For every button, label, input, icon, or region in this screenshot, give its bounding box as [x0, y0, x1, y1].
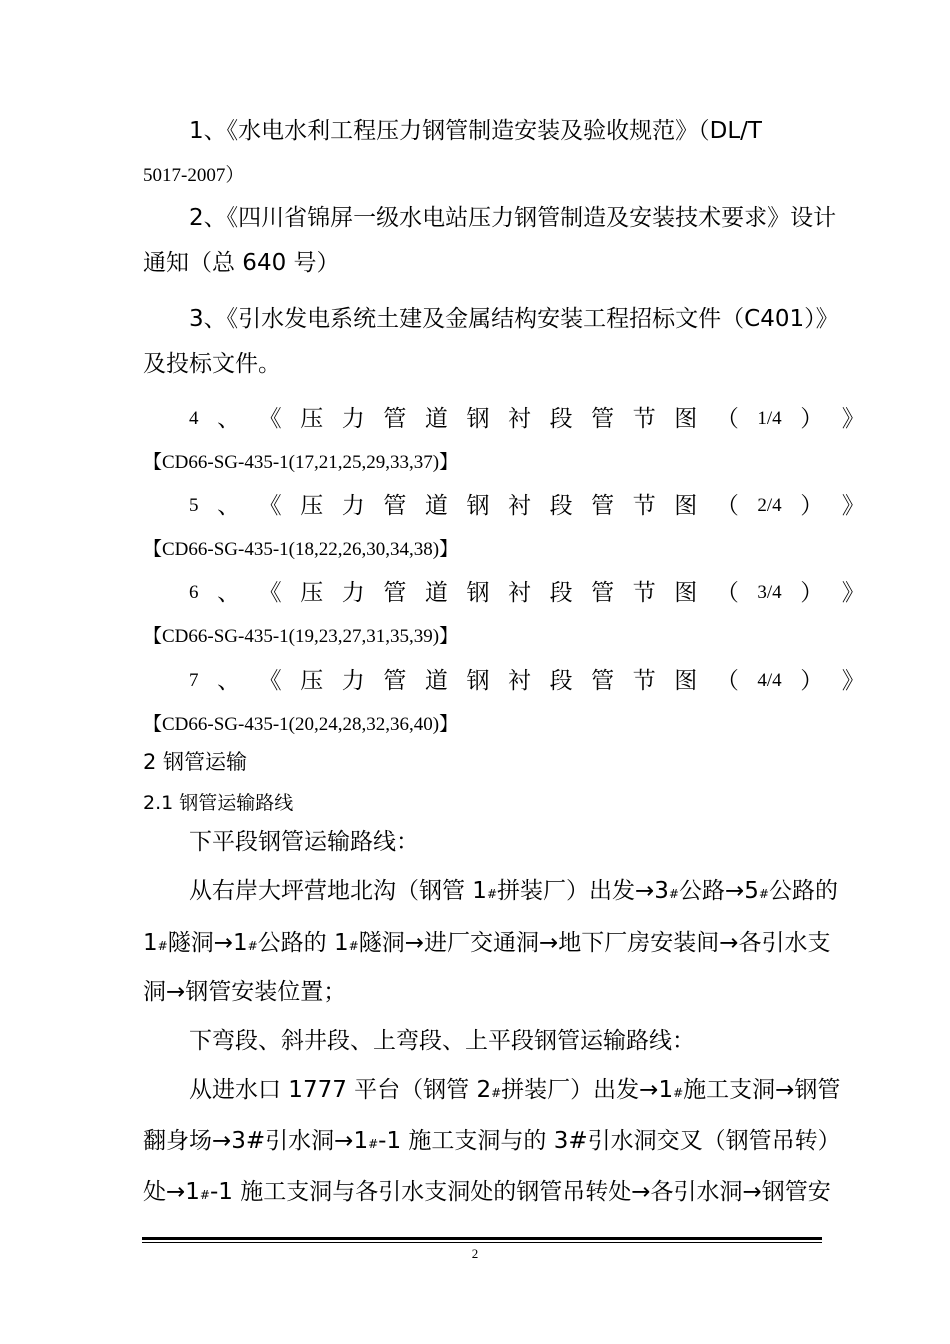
paragraph-2-line-1: 从右岸大坪营地北沟（钢管 1#拼装厂）出发→3#公路→5#公路的 [189, 878, 838, 904]
footer-rule-thin [142, 1242, 822, 1243]
ref-1-line-1: 1、《水电水利工程压力钢管制造安装及验收规范》（DL/T [189, 118, 762, 144]
drawing-ref-char: 图 [674, 406, 698, 432]
drawing-ref-char: 、 [217, 668, 241, 694]
drawing-ref-char: 管 [383, 406, 407, 432]
page-number: 2 [471, 1246, 479, 1261]
drawing-ref-char: 、 [217, 580, 241, 606]
drawing-code: 【CD66-SG-435-1(20,24,28,32,36,40)】 [143, 714, 459, 735]
paragraph-4-line-2: 翻身场→3#引水洞→1#-1 施工支洞与的 3#引水洞交叉（钢管吊转） [143, 1128, 841, 1154]
drawing-ref-char: 力 [341, 668, 365, 694]
drawing-ref-char: 衬 [508, 580, 531, 606]
drawing-ref-char: 图 [674, 580, 698, 606]
drawing-ref-char: 压 [300, 580, 324, 606]
drawing-ref-char: 道 [424, 493, 448, 519]
drawing-ref-char: 段 [549, 493, 573, 519]
drawing-ref-char: 道 [424, 406, 448, 432]
drawing-ref-char: 节 [632, 493, 656, 519]
drawing-ref-char: ） [800, 580, 824, 606]
drawing-ref-char: 、 [217, 493, 241, 519]
ref-3-line-2: 及投标文件。 [143, 351, 281, 377]
ref-1-line-2: 5017-2007） [143, 165, 245, 186]
drawing-ref-char: 2/4 [757, 495, 782, 516]
drawing-ref-char: 管 [383, 668, 407, 694]
paragraph-3: 下弯段、斜井段、上弯段、上平段钢管运输路线： [189, 1028, 695, 1054]
drawing-ref-char: 钢 [466, 580, 490, 606]
drawing-code: 【CD66-SG-435-1(18,22,26,30,34,38)】 [143, 539, 459, 560]
drawing-ref-char: 节 [632, 406, 656, 432]
drawing-ref-char: 》 [841, 406, 865, 432]
paragraph-4-line-1: 从进水口 1777 平台（钢管 2#拼装厂）出发→1#施工支洞→钢管 [189, 1077, 841, 1103]
drawing-ref-char: 》 [841, 493, 865, 519]
ref-3-line-1: 3、《引水发电系统土建及金属结构安装工程招标文件（C401）》 [189, 306, 839, 332]
drawing-ref-char: 图 [674, 668, 698, 694]
drawing-code: 【CD66-SG-435-1(17,21,25,29,33,37)】 [143, 452, 459, 473]
drawing-ref-char: 力 [341, 580, 365, 606]
drawing-ref-line [189, 666, 865, 696]
drawing-ref-char: 段 [549, 668, 573, 694]
drawing-ref-char: 图 [674, 493, 698, 519]
drawing-ref-char: 段 [549, 580, 573, 606]
drawing-ref-char: ） [800, 406, 824, 432]
drawing-ref-char: （ [715, 668, 739, 694]
drawing-ref-char: 3/4 [757, 582, 782, 603]
drawing-ref-char: 衬 [508, 668, 531, 694]
drawing-ref-line [189, 404, 865, 434]
drawing-ref-char: 4 [189, 408, 199, 429]
drawing-ref-line [189, 491, 865, 521]
paragraph-4-line-3: 处→1#-1 施工支洞与各引水支洞处的钢管吊转处→各引水洞→钢管安 [143, 1179, 831, 1205]
drawing-ref-char: 节 [632, 580, 656, 606]
drawing-ref-char: 《 [258, 668, 282, 694]
drawing-ref-char: 压 [300, 406, 324, 432]
drawing-ref-char: （ [715, 406, 739, 432]
drawing-ref-char: 《 [258, 406, 282, 432]
paragraph-2-line-3: 洞→钢管安装位置； [143, 979, 347, 1005]
drawing-ref-char: 7 [189, 670, 199, 691]
drawing-ref-char: 6 [189, 582, 199, 603]
drawing-ref-line [189, 578, 865, 608]
paragraph-1: 下平段钢管运输路线： [189, 829, 419, 855]
ref-2-line-2: 通知（总 640 号） [143, 250, 340, 276]
drawing-ref-char: 力 [341, 406, 365, 432]
drawing-ref-char: 压 [300, 668, 324, 694]
drawing-ref-char: 钢 [466, 406, 490, 432]
drawing-code: 【CD66-SG-435-1(19,23,27,31,35,39)】 [143, 626, 459, 647]
drawing-ref-char: 道 [424, 668, 448, 694]
drawing-ref-char: 节 [632, 668, 656, 694]
footer-rule-thick [142, 1237, 822, 1240]
drawing-ref-char: 》 [841, 668, 865, 694]
drawing-ref-char: （ [715, 580, 739, 606]
drawing-ref-char: 4/4 [757, 670, 782, 691]
drawing-ref-char: 《 [258, 493, 282, 519]
drawing-ref-char: 衬 [508, 493, 531, 519]
drawing-ref-char: 力 [341, 493, 365, 519]
drawing-ref-char: ） [800, 493, 824, 519]
drawing-ref-char: 管 [383, 493, 407, 519]
drawing-ref-char: 道 [424, 580, 448, 606]
drawing-ref-char: 5 [189, 495, 199, 516]
section-heading: 2 钢管运输 [143, 750, 248, 774]
drawing-ref-char: 管 [591, 493, 615, 519]
drawing-ref-char: 1/4 [757, 408, 782, 429]
drawing-ref-char: 管 [383, 580, 407, 606]
paragraph-2-line-2: 1#隧洞→1#公路的 1#隧洞→进厂交通洞→地下厂房安装间→各引水支 [143, 930, 831, 956]
drawing-ref-char: 衬 [508, 406, 531, 432]
drawing-ref-char: 钢 [466, 668, 490, 694]
drawing-ref-char: 钢 [466, 493, 490, 519]
ref-2-line-1: 2、《四川省锦屏一级水电站压力钢管制造及安装技术要求》设计 [189, 205, 837, 231]
drawing-ref-char: 压 [300, 493, 324, 519]
drawing-ref-char: 管 [591, 668, 615, 694]
drawing-ref-char: ） [800, 668, 824, 694]
drawing-ref-char: 管 [591, 406, 615, 432]
drawing-ref-char: 、 [217, 406, 241, 432]
drawing-ref-char: 》 [841, 580, 865, 606]
drawing-ref-char: 段 [549, 406, 573, 432]
drawing-ref-char: （ [715, 493, 739, 519]
drawing-ref-char: 管 [591, 580, 615, 606]
subsection-heading: 2.1 钢管运输路线 [143, 792, 294, 814]
drawing-ref-char: 《 [258, 580, 282, 606]
